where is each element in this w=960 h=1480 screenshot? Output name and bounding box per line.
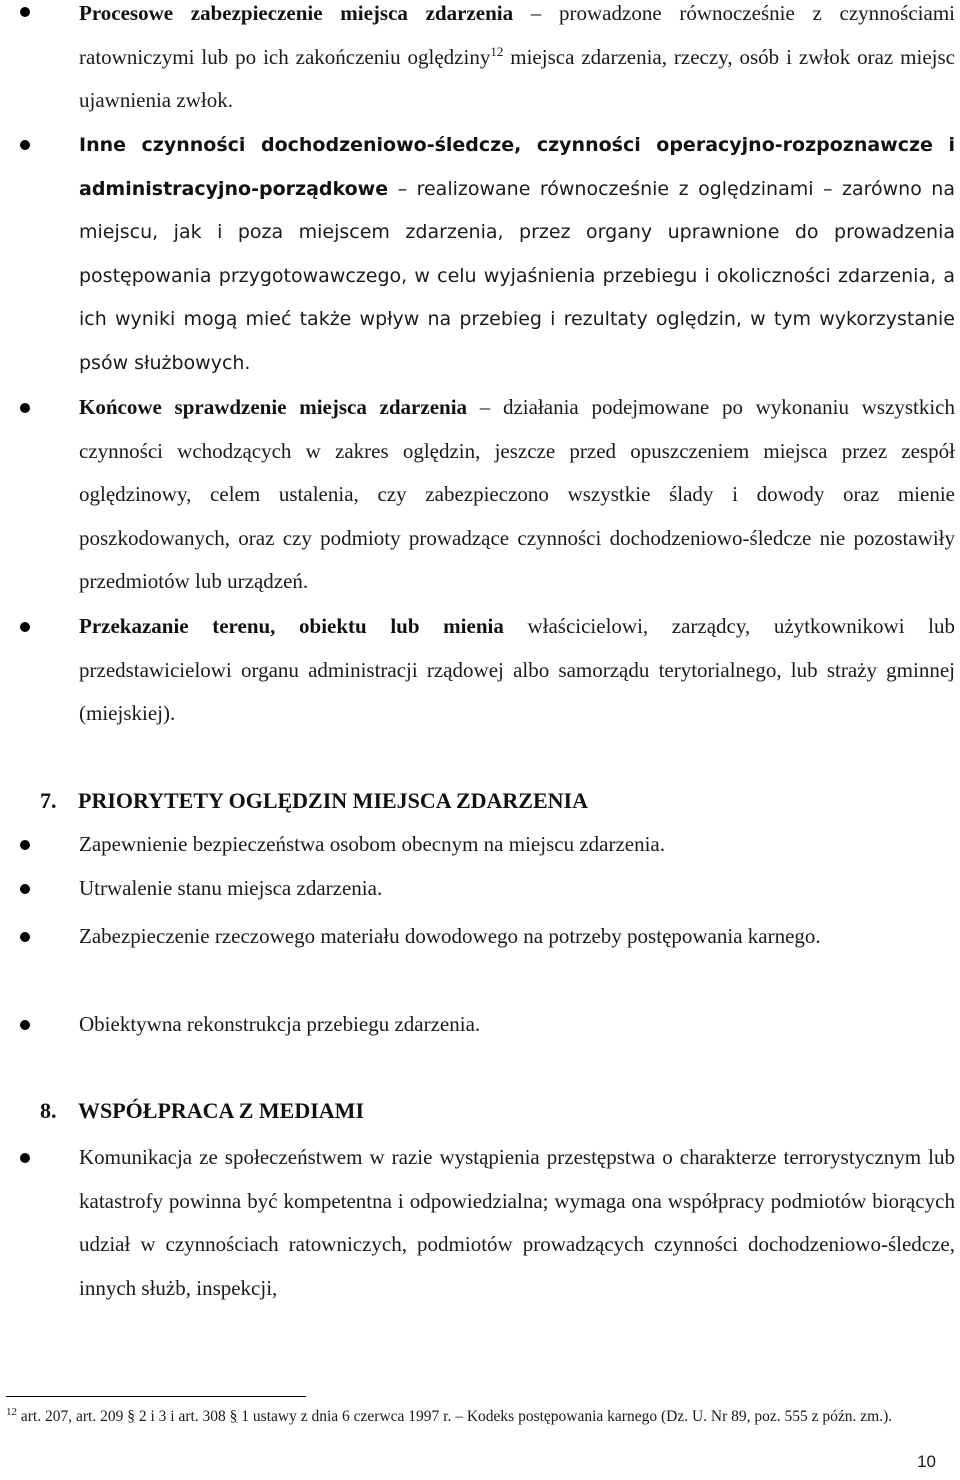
footnote-text: 1 ustawy z dnia 6 czerwca 1997 r. – Kodeks postępowania karnego (Dz. U. Nr 89, poz. 555 z późn. zm.).: [237, 1408, 893, 1425]
list-item: Obiektywna rekonstrukcja przebiegu zdarzenia.: [79, 1012, 481, 1036]
bullet-icon: [20, 1020, 30, 1030]
list-item: [79, 0, 955, 123]
bullet-icon: [20, 932, 30, 942]
item-title: Końcowe sprawdzenie miejsca zdarzenia: [79, 395, 468, 419]
item-title: Przekazanie terenu, obiektu lub mienia: [79, 614, 504, 638]
item-title: Inne czynności dochodzeniowo-śledcze, czynności operacyjno-rozpoznawcze i administracyjno-porządkowe: [79, 134, 955, 200]
item-text: – prowadzone równocześnie z czynnościami ratowniczymi lub po ich zakończeniu oględziny: [79, 1, 955, 69]
footnote-mark: 12: [6, 1405, 17, 1418]
bullet-icon: [20, 403, 30, 413]
section-sign: §: [229, 1408, 238, 1425]
item-text: miejsca zdarzenia, rzeczy, osób i zwłok oraz miejsc ujawnienia zwłok.: [79, 44, 955, 112]
footnote: [6, 1406, 956, 1428]
list-item: [79, 124, 955, 385]
footnote-ref: 12: [490, 43, 504, 59]
section-title: PRIORYTETY OGLĘDZIN MIEJSCA ZDARZENIA: [78, 788, 588, 813]
list-item: Zapewnienie bezpieczeństwa osobom obecnym na miejscu zdarzenia.: [79, 832, 666, 856]
bullet-icon: [20, 884, 30, 894]
item-text: – realizowane równocześnie z oględzinami – zarówno na miejscu, jak i poza miejscem zdarzenia, przez organy uprawnione do prowadzenia postępowania przygotowawczego, w celu wyjaśnienia przebiegu i okoliczności zdarzenia, a ich wyniki mogą mieć także wpływ na przebieg i rezultaty oględzin, w tym wykorzystanie psów służbowych.: [79, 177, 955, 374]
footnote-separator: [6, 1396, 306, 1397]
bullet-icon: [20, 622, 30, 632]
section-number: 8.: [40, 1098, 57, 1123]
section-heading: [40, 788, 588, 814]
footnote-text: art. 207, art. 209: [17, 1408, 128, 1425]
bullet-icon: [20, 140, 30, 150]
bullet-icon: [20, 7, 30, 17]
list-item: Komunikacja ze społeczeństwem w razie wystąpienia przestępstwa o charakterze terrorystycznym lub katastrofy powinna być kompetentna i odpowiedzialna; wymaga ona współpracy podmiotów biorących udział w czynnościach ratowniczych, podmiotów prowadzących czynności dochodzeniowo-śledcze, innych służb, inspekcji,: [79, 1145, 955, 1300]
bullet-icon: [20, 1153, 30, 1163]
item-title: Procesowe zabezpieczenie miejsca zdarzenia: [79, 1, 514, 25]
list-item: Utrwalenie stanu miejsca zdarzenia.: [79, 876, 383, 900]
bullet-icon: [20, 840, 30, 850]
page-number: 10: [917, 1452, 936, 1471]
section-heading: [40, 1098, 364, 1124]
list-item: Zabezpieczenie rzeczowego materiału dowodowego na potrzeby postępowania karnego.: [79, 924, 821, 948]
section-sign: §: [127, 1408, 135, 1425]
footnote-text: 2 i 3 i art. 308: [134, 1408, 230, 1425]
list-item: [79, 605, 955, 736]
section-title: WSPÓŁPRACA Z MEDIAMI: [78, 1098, 365, 1123]
list-item: [79, 386, 955, 604]
item-text: – działania podejmowane po wykonaniu wszystkich czynności wchodzących w zakres oględzin, jeszcze przed opuszczeniem miejsca przez zespół oględzinowy, celem ustalenia, czy zabezpieczono wszystkie ślady i dowody oraz mienie poszkodowanych, oraz czy podmioty prowadzące czynności dochodzeniowo-śledcze nie pozostawiły przedmiotów lub urządzeń.: [79, 395, 955, 593]
section-number: 7.: [40, 788, 57, 813]
item-text: właścicielowi, zarządcy, użytkownikowi lub przedstawicielowi organu administracji rządowej albo samorządu terytorialnego, lub straży gminnej (miejskiej).: [79, 614, 955, 725]
